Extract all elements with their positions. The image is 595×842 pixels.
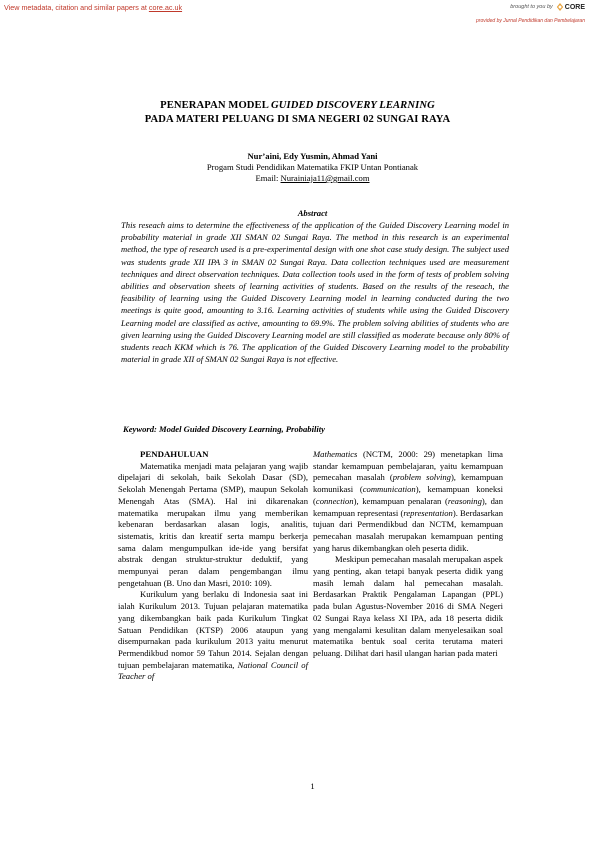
left-column [118,449,308,683]
abstract-heading: Abstract [297,208,328,218]
brought-by-text: brought to you by [510,4,553,10]
metadata-link-text[interactable] [4,3,182,12]
italic-text: communication [362,484,416,495]
core-logo-text: CORE [564,3,585,11]
text: ), dan kemampuan representasi ( [313,495,503,518]
paragraph: Matematika menjadi mata pelajaran yang wajib dipelajari di sekolah, baik Sekolah Dasar (SD), Sekolah Menengah Pertama (SMP), maupun Sekolah Menengah Atas (SMA). Hal ini dikarenakan matematika merupakan ilmu yang memberikan kebenaran berdasarkan alasan logis, analitis, sistematis, kritis dan kreatif serta mampu berkerja sama dalam mengumpulkan ide-ide yang bersifat abstrak dengan struktur-struktur deduktif, yang mempunyai peran dalam pengembangan ilmu pengetahuan (B. Uno dan Masri, 2010: 109). [118,460,308,588]
title-prefix: PENERAPAN MODEL [160,100,272,111]
abstract-body: This reseach aims to determine the effectiveness of the application of the Guided Discovery Learning model in probability material in grade XII SMAN 02 Sungai Raya. The method in this research is an experimental method, the type of research used is a pre-experimental design with one shot case study design. The subject used was students grade XII IPA 3 in SMAN 02 Sungai Raya. Data collection techniques used are measurement techniques and direct observation techniques. Data collection tools used in the form of tests of problem solving abilities and observation sheets of learning activities of students. Based on the results of the reseach, the feasibility of learning using the Guided Discovery Learning model in learning conducted during the two meetings is quite good, amounting to 3.16. Learning activities of students while using the Guided Discovery Learning model are classified as active, amounting to 69.9%. The problem solving abilities of students who are given learning using the Guided Discovery Learning model are still classified as moderate because only 80% of students reach KKM which is 76. The application of the Guided Discovery Learning model to the probability material in grade XII of SMAN 02 Sungai Raya is not effective. [121,220,509,365]
core-logo [556,3,585,11]
right-column [313,449,503,660]
paper-title-line1 [0,100,595,111]
core-banner [0,0,595,26]
text: ), kemampuan penalaran ( [353,495,448,506]
page-number: 1 [310,781,315,791]
italic-text: representation [403,507,453,518]
provided-by: provided by Jurnal Pendidikan dan Pembelajaran [476,18,585,24]
keywords: Keyword: Model Guided Discovery Learning, Probability [123,424,325,434]
email-label: Email: [255,173,281,183]
title-italic: GUIDED DISCOVERY LEARNING [271,100,435,111]
email-line [0,173,595,183]
text: ), kemampuan komunikasi ( [313,472,503,495]
paragraph-italic: National Council of Teacher of [118,659,308,682]
core-link[interactable]: core.ac.uk [148,3,183,12]
paper-title-line2: PADA MATERI PELUANG DI SMA NEGERI 02 SUNGAI RAYA [144,114,451,125]
text: ). Berdasarkan tujuan dari Permendikbud dan NCTM, kemampuan pemecahan masalah merupakan kemampuan penting yang harus dikembangkan oleh peserta didik. [313,507,503,553]
core-logo-icon [556,3,564,11]
italic-text: reasoning [447,495,482,506]
text: ), kemampuan koneksi ( [313,484,503,506]
paragraph [313,449,503,554]
section-heading: PENDAHULUAN [140,449,209,459]
email-address[interactable]: Nurainiaja11@gmail.com [280,173,370,183]
banner-left-text: View metadata, citation and similar papers at [4,3,149,12]
authors: Nur’aini, Edy Yusmin, Ahmad Yani [247,151,378,161]
paragraph: Meskipun pemecahan masalah merupakan aspek yang penting, akan tetapi banyak peserta didik yang masih lemah dalam hal pemecahan masalah. Berdasarkan Praktik Pengalaman Lapangan (PPL) pada bulan Agustus-November 2016 di SMA Negeri 02 Sungai Raya kelass XI IPA, ada 18 peserta didik yang mengalami kesulitan dalam menyelesaikan soal matematika bentuk soal cerita terutama materi peluang. Dilihat dari hasil ulangan harian pada materi [313,554,503,658]
affiliation: Progam Studi Pendidikan Matematika FKIP Untan Pontianak [206,162,419,172]
paragraph [118,589,308,683]
italic-text: Mathematics [313,449,358,459]
italic-text: connection [315,495,354,506]
italic-text: problem solving [392,472,451,483]
text: (NCTM, 2000: 29) menetapkan lima standar kemampuan pembelajaran, yaitu kemampuan pemecahan masalah ( [313,449,503,483]
brought-by[interactable] [510,3,585,11]
paragraph-text: Kurikulum yang berlaku di Indonesia saat ini ialah Kurikulum 2013. Tujuan pelajaran matematika yang dikembangkan baik pada Kurikulum Tingkat Satuan Pendidikan (KTSP) 2006 ataupun yang disempurnakan pada kurikulum 2013 yaitu menurut Permendikbud nomor 59 Tahun 2014. Sejalan dengan tujuan pembelajaran matematika, [118,589,308,670]
